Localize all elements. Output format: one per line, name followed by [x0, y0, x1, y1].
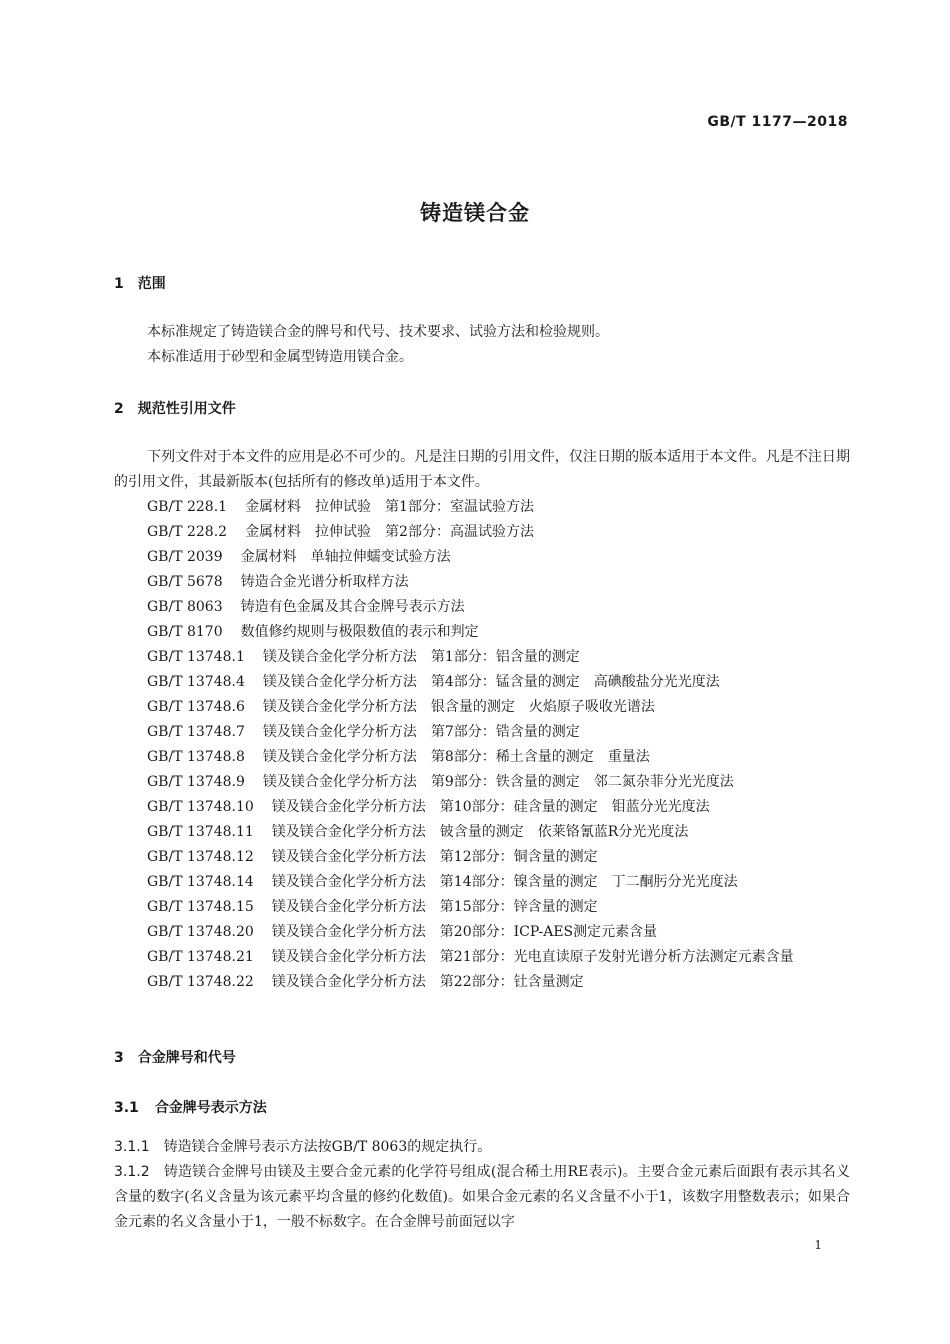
- section-number: 2: [114, 401, 124, 417]
- section-2-heading: [114, 399, 236, 419]
- clause-3-1-2: [114, 1160, 850, 1235]
- clause-text: 铸造镁合金牌号表示方法按GB/T 8063的规定执行。: [163, 1139, 492, 1155]
- section-2-intro: 下列文件对于本文件的应用是必不可少的。凡是注日期的引用文件，仅注日期的版本适用于本文件。凡是不注日期的引用文件，其最新版本(包括所有的修改单)适用于本文件。: [114, 449, 850, 490]
- page-number: 1: [814, 1238, 822, 1252]
- reference-item: GB/T 13748.10 镁及镁合金化学分析方法 第10部分：硅含量的测定 钼蓝分光光度法: [147, 799, 710, 815]
- reference-item: GB/T 2039 金属材料 单轴拉伸蠕变试验方法: [147, 549, 451, 565]
- section-1-paragraph-1: 本标准规定了铸造镁合金的牌号和代号、技术要求、试验方法和检验规则。: [147, 324, 609, 340]
- subsection-number: 3.1: [114, 1100, 139, 1116]
- reference-item: GB/T 8063 铸造有色金属及其合金牌号表示方法: [147, 599, 465, 615]
- reference-item: GB/T 13748.7 镁及镁合金化学分析方法 第7部分：锆含量的测定: [147, 724, 580, 740]
- clause-3-1-1: [114, 1135, 850, 1160]
- reference-item: GB/T 13748.11 镁及镁合金化学分析方法 铍含量的测定 依莱铬氰蓝R分光光度法: [147, 824, 689, 840]
- reference-item: GB/T 13748.9 镁及镁合金化学分析方法 第9部分：铁含量的测定 邻二氮杂菲分光光度法: [147, 774, 734, 790]
- reference-item: GB/T 13748.20 镁及镁合金化学分析方法 第20部分：ICP-AES测定元素含量: [147, 924, 658, 940]
- reference-item: GB/T 13748.14 镁及镁合金化学分析方法 第14部分：镍含量的测定 丁二酮肟分光光度法: [147, 874, 738, 890]
- clause-number: 3.1.2: [114, 1164, 150, 1180]
- reference-item: GB/T 13748.22 镁及镁合金化学分析方法 第22部分：钍含量测定: [147, 974, 584, 990]
- reference-item: GB/T 13748.21 镁及镁合金化学分析方法 第21部分：光电直读原子发射光谱分析方法测定元素含量: [147, 949, 794, 965]
- document-title: 铸造镁合金: [420, 201, 530, 225]
- reference-item: GB/T 8170 数值修约规则与极限数值的表示和判定: [147, 624, 479, 640]
- section-title: 范围: [137, 276, 166, 292]
- reference-item: GB/T 13748.8 镁及镁合金化学分析方法 第8部分：稀土含量的测定 重量法: [147, 749, 650, 765]
- reference-item: GB/T 13748.15 镁及镁合金化学分析方法 第15部分：锌含量的测定: [147, 899, 598, 915]
- standard-code: GB/T 1177—2018: [707, 114, 848, 130]
- reference-item: GB/T 228.2 金属材料 拉伸试验 第2部分：高温试验方法: [147, 524, 534, 540]
- reference-item: GB/T 5678 铸造合金光谱分析取样方法: [147, 574, 409, 590]
- normative-reference-list: [114, 495, 850, 995]
- subsection-title: 合金牌号表示方法: [154, 1100, 267, 1116]
- section-number: 1: [114, 276, 124, 292]
- section-1-heading: [114, 274, 166, 294]
- section-3-heading: [114, 1048, 236, 1068]
- section-number: 3: [114, 1050, 124, 1066]
- reference-item: GB/T 13748.4 镁及镁合金化学分析方法 第4部分：锰含量的测定 高碘酸盐分光光度法: [147, 674, 720, 690]
- section-1-paragraph-2: 本标准适用于砂型和金属型铸造用镁合金。: [147, 349, 413, 365]
- reference-item: GB/T 13748.1 镁及镁合金化学分析方法 第1部分：铝含量的测定: [147, 649, 580, 665]
- reference-item: GB/T 228.1 金属材料 拉伸试验 第1部分：室温试验方法: [147, 499, 534, 515]
- reference-item: GB/T 13748.6 镁及镁合金化学分析方法 银含量的测定 火焰原子吸收光谱法: [147, 699, 655, 715]
- section-title: 规范性引用文件: [137, 401, 236, 417]
- section-title: 合金牌号和代号: [137, 1050, 236, 1066]
- reference-item: GB/T 13748.12 镁及镁合金化学分析方法 第12部分：铜含量的测定: [147, 849, 598, 865]
- subsection-3-1-heading: [114, 1098, 267, 1118]
- clause-text: 铸造镁合金牌号由镁及主要合金元素的化学符号组成(混合稀土用RE表示)。主要合金元素后面跟有表示其名义含量的数字(名义含量为该元素平均含量的修约化数值)。如果合金元素的名义含量不小于1，该数字用整数表示；如果合金元素的名义含量小于1，一般不标数字。在合金牌号前面冠以字: [114, 1164, 850, 1230]
- clause-number: 3.1.1: [114, 1139, 150, 1155]
